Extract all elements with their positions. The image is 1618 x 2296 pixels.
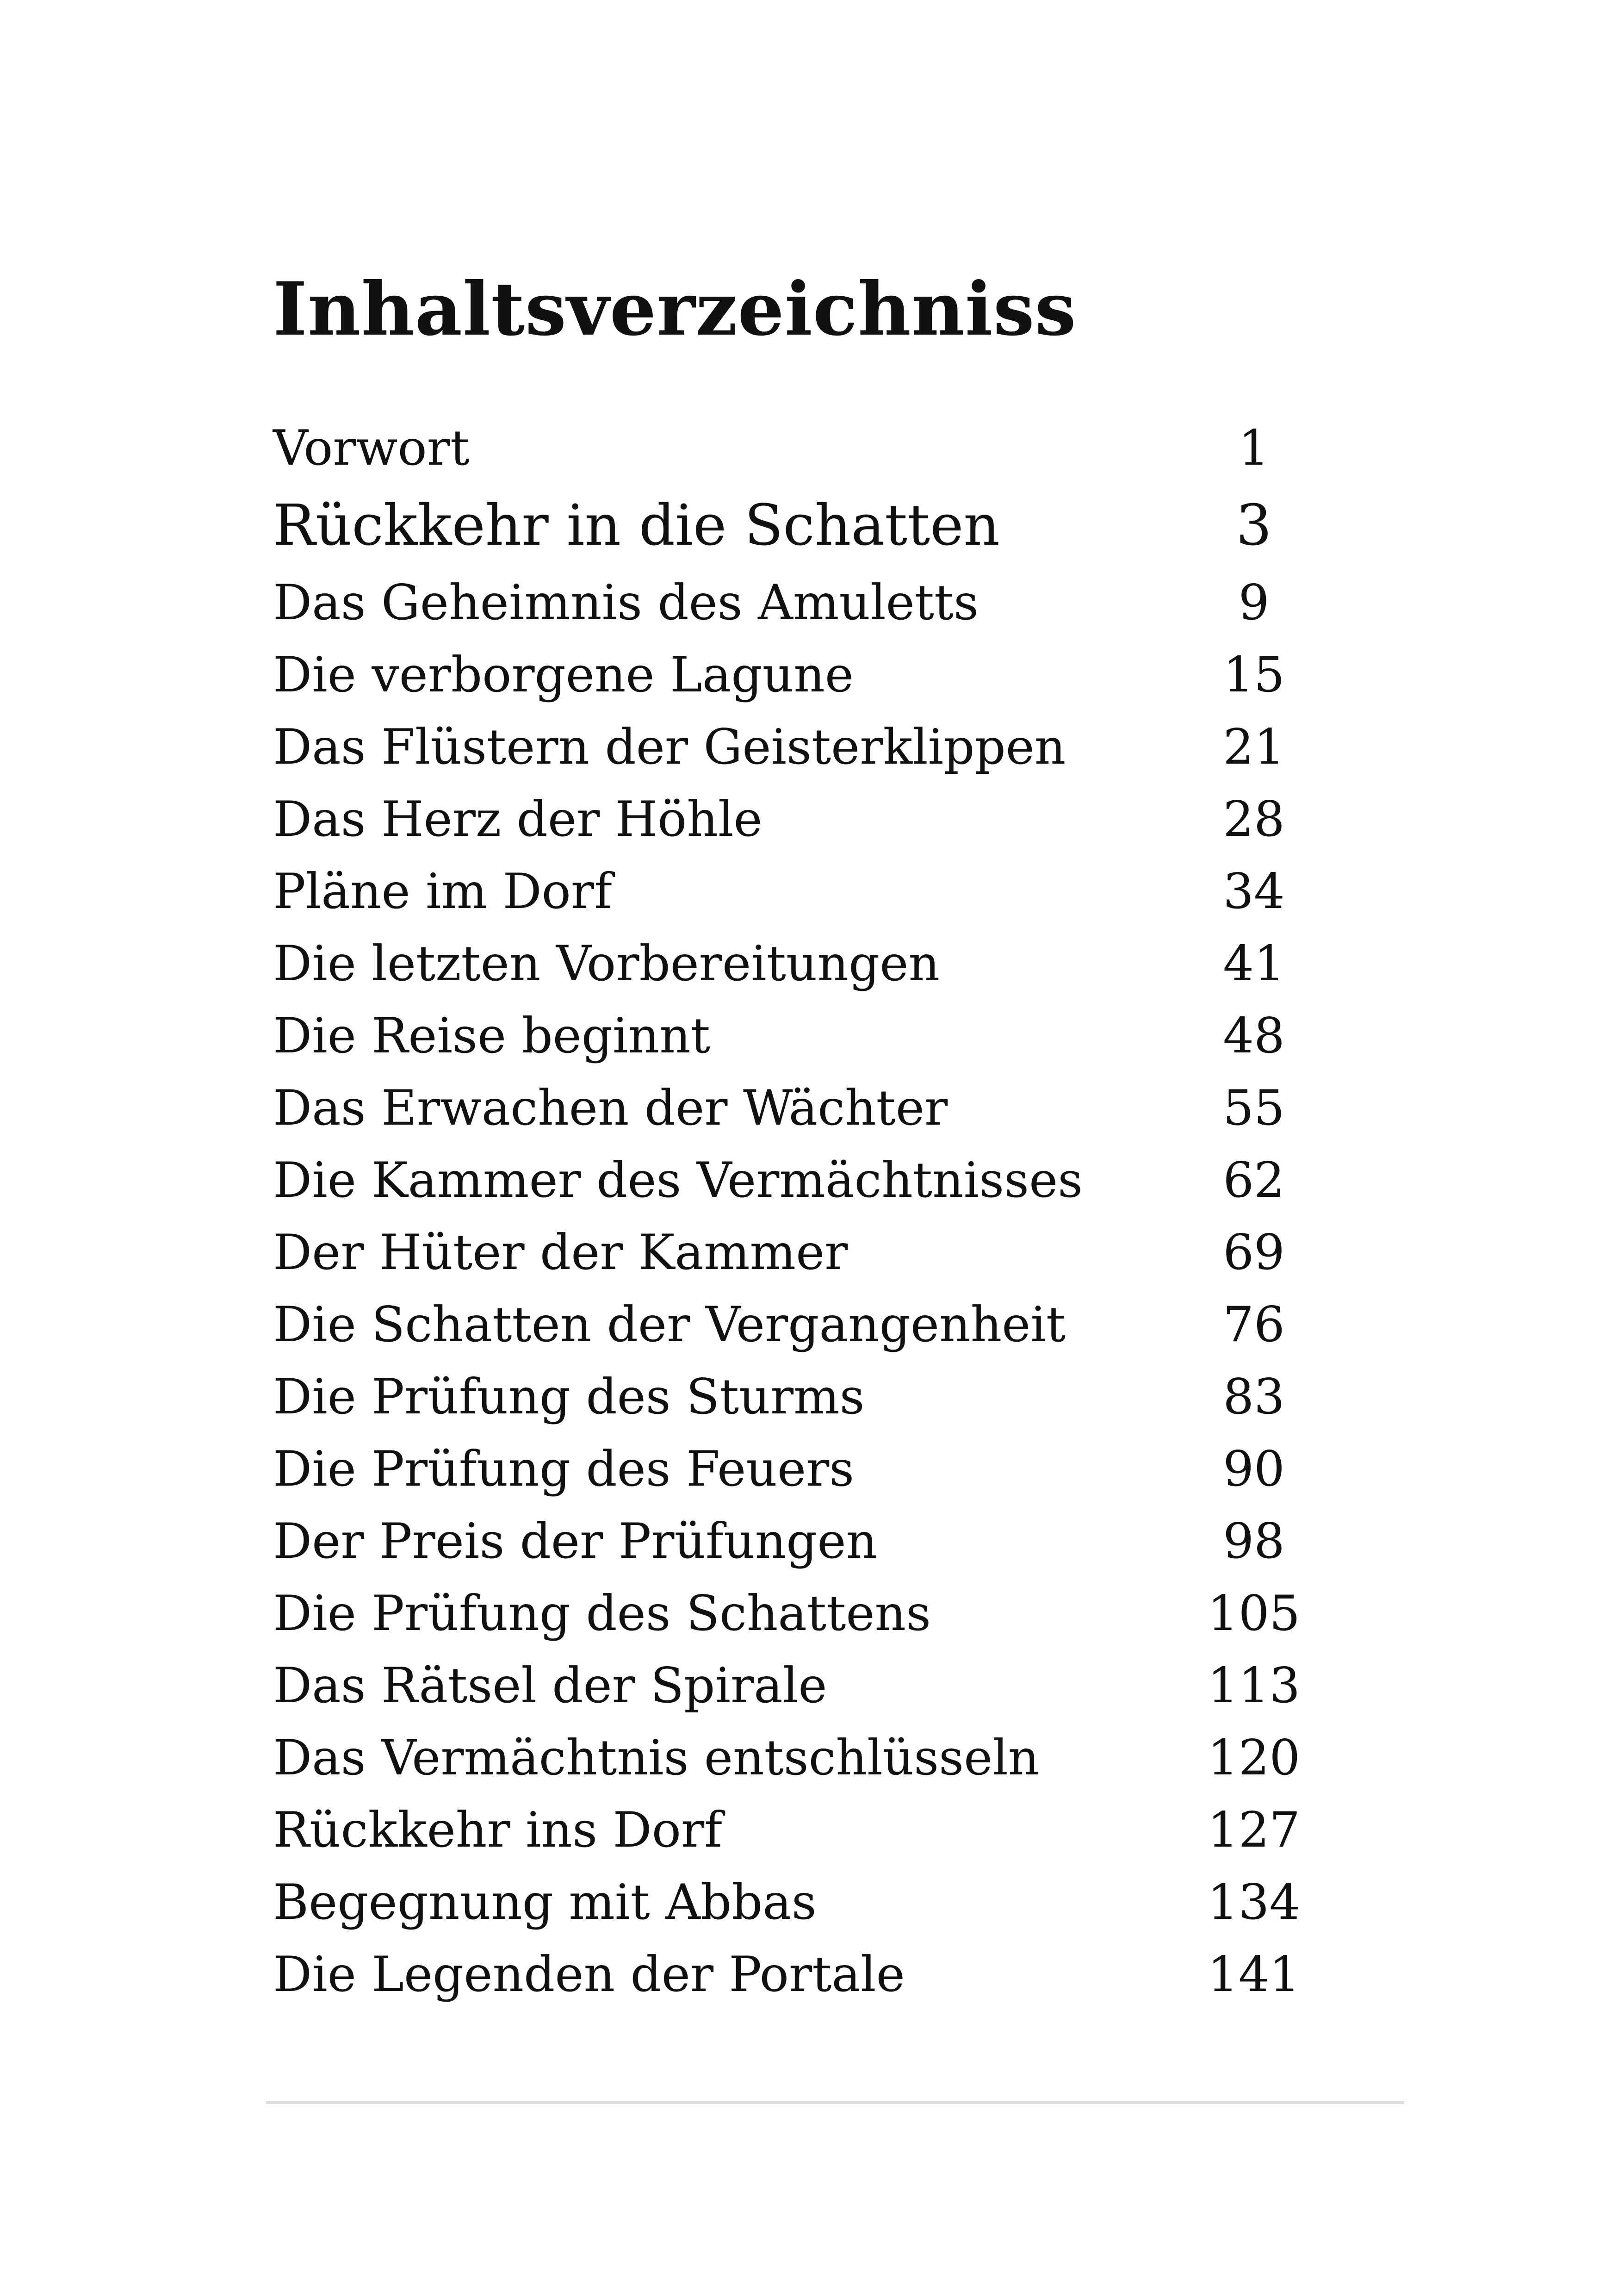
toc-entry[interactable] [273, 412, 1314, 484]
toc-entry[interactable] [273, 1649, 1314, 1722]
toc-entry[interactable] [273, 1361, 1314, 1433]
toc-entry[interactable] [273, 1866, 1314, 1938]
toc-entry-page: 41 [1223, 935, 1285, 992]
toc-entry-label: Die Prüfung des Schattens [273, 1585, 931, 1642]
toc-entry-label: Das Herz der Höhle [273, 791, 763, 847]
toc-entry[interactable] [273, 484, 1314, 566]
toc-entry-page: 98 [1223, 1513, 1285, 1569]
toc-entry[interactable] [273, 1577, 1314, 1649]
toc-entry[interactable] [273, 1505, 1314, 1577]
toc-entry-label: Das Erwachen der Wächter [273, 1080, 948, 1136]
toc-entry-page: 120 [1207, 1730, 1301, 1786]
toc-entry[interactable] [273, 566, 1314, 639]
toc-entry-label: Das Rätsel der Spirale [273, 1657, 827, 1714]
toc-entry-label: Die Prüfung des Sturms [273, 1369, 865, 1425]
toc-entry-label: Das Flüstern der Geisterklippen [273, 719, 1066, 775]
toc-entry-page: 113 [1207, 1657, 1301, 1714]
toc-entry-label: Pläne im Dorf [273, 863, 612, 920]
toc-entry-page: 69 [1223, 1224, 1285, 1281]
toc-entry[interactable] [273, 1722, 1314, 1794]
toc-entry-label: Die Schatten der Vergangenheit [273, 1296, 1066, 1353]
toc-entry-label: Die Prüfung des Feuers [273, 1441, 855, 1497]
toc-entry-label: Die Reise beginnt [273, 1008, 711, 1064]
toc-entry[interactable] [273, 1433, 1314, 1505]
toc-entry[interactable] [273, 639, 1314, 711]
toc-entry-page: 141 [1207, 1946, 1301, 2003]
toc-entry-page: 62 [1223, 1152, 1285, 1208]
toc-entry-page: 76 [1223, 1296, 1285, 1353]
toc-entry[interactable] [273, 1000, 1314, 1072]
page-title: Inhaltsverzeichniss [273, 267, 1077, 352]
toc-entry-label: Begegnung mit Abbas [273, 1874, 817, 1930]
toc-entry[interactable] [273, 1072, 1314, 1144]
toc-entry[interactable] [273, 927, 1314, 1000]
toc-entry[interactable] [273, 783, 1314, 855]
toc-entry-label: Die verborgene Lagune [273, 647, 854, 703]
toc-entry-label: Der Hüter der Kammer [273, 1224, 848, 1281]
toc-entry-page: 83 [1223, 1369, 1285, 1425]
toc-entry-page: 134 [1207, 1874, 1301, 1930]
toc-entry[interactable] [273, 855, 1314, 927]
toc-entry-label: Die letzten Vorbereitungen [273, 935, 940, 992]
toc-entry-page: 127 [1207, 1802, 1301, 1858]
toc-entry-label: Rückkehr in die Schatten [273, 492, 1000, 558]
toc-entry-page: 28 [1223, 791, 1285, 847]
toc-entry-label: Der Preis der Prüfungen [273, 1513, 878, 1569]
toc-entry-label: Die Legenden der Portale [273, 1946, 905, 2003]
toc-entry-page: 21 [1223, 719, 1285, 775]
toc-entry-page: 34 [1223, 863, 1285, 920]
toc-entry-page: 1 [1238, 420, 1270, 476]
toc-entry-page: 55 [1223, 1080, 1285, 1136]
toc-entry-page: 15 [1223, 647, 1285, 703]
toc-entry-page: 9 [1238, 574, 1270, 631]
toc-entry[interactable] [273, 711, 1314, 783]
toc-entry-page: 3 [1236, 492, 1272, 558]
toc-entry[interactable] [273, 1794, 1314, 1866]
toc-entry[interactable] [273, 1216, 1314, 1288]
toc-entry-label: Die Kammer des Vermächtnisses [273, 1152, 1083, 1208]
toc-entry-label: Rückkehr ins Dorf [273, 1802, 722, 1858]
toc-entry[interactable] [273, 1288, 1314, 1361]
footer-divider [266, 2101, 1404, 2104]
toc-entry-label: Das Geheimnis des Amuletts [273, 574, 979, 631]
toc-list [273, 412, 1314, 2010]
toc-entry-page: 90 [1223, 1441, 1285, 1497]
toc-entry-label: Das Vermächtnis entschlüsseln [273, 1730, 1040, 1786]
toc-entry-label: Vorwort [273, 420, 470, 476]
toc-entry[interactable] [273, 1938, 1314, 2010]
toc-entry-page: 48 [1223, 1008, 1285, 1064]
toc-entry-page: 105 [1207, 1585, 1301, 1642]
toc-entry[interactable] [273, 1144, 1314, 1216]
